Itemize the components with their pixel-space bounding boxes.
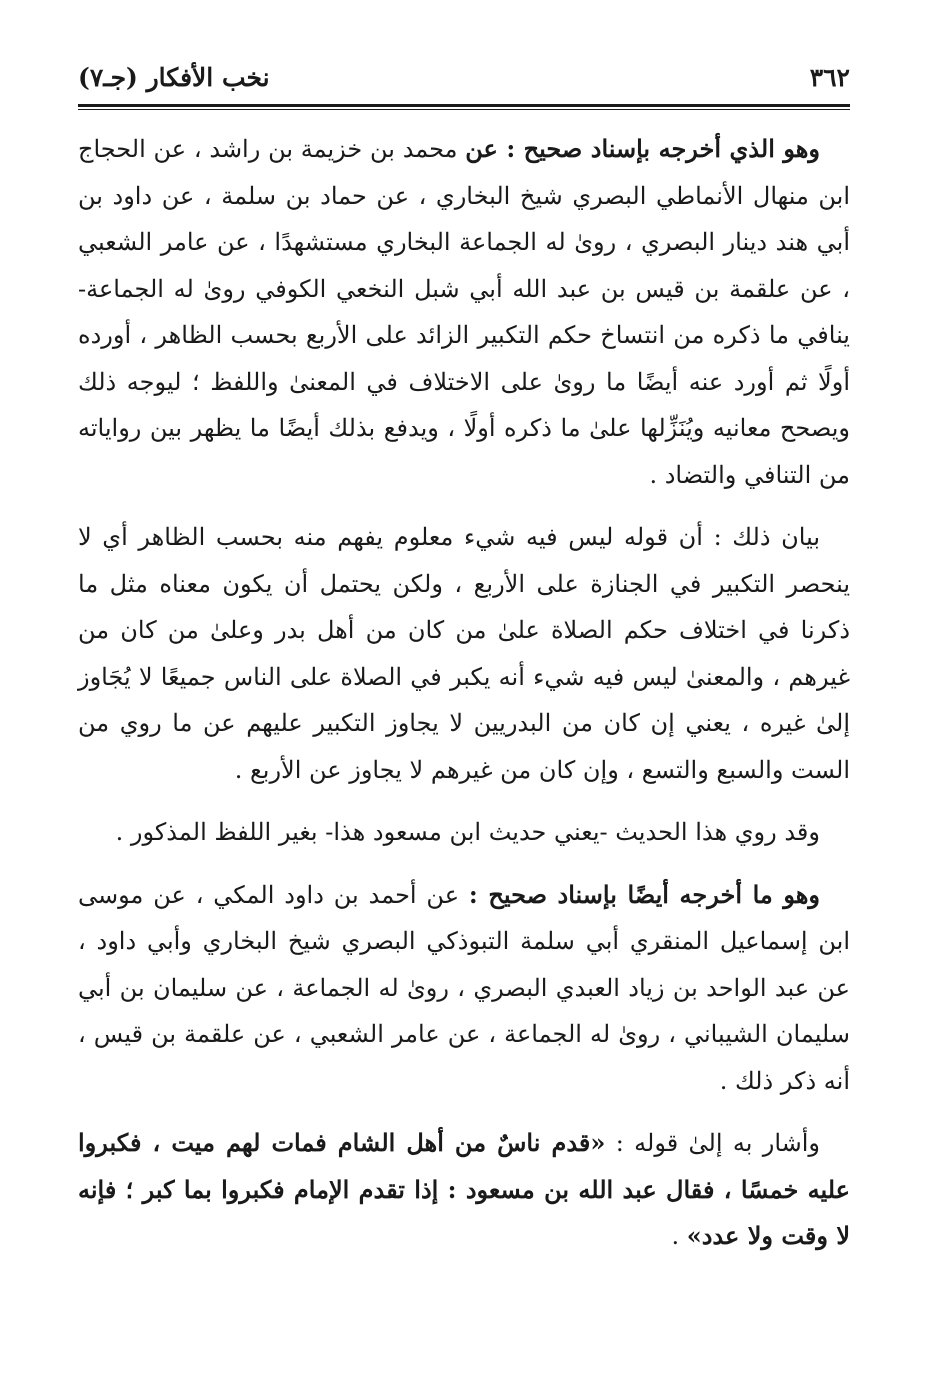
paragraph-5-tail: . <box>671 1222 687 1250</box>
page-number: ٣٦٢ <box>809 63 850 92</box>
paragraph-4-text: عن أحمد بن داود المكي ، عن موسى ابن إسماعيل المنقري أبي سلمة التبوذكي البصري شيخ البخاري وأبي داود ، عن عبد الواحد بن زياد العبدي البصري ، روىٰ له الجماعة ، عن سليمان بن أبي سليمان الشيباني ، روىٰ له الجماعة ، عن عامر الشعبي ، عن علقمة بن قيس ، أنه ذكر ذلك . <box>78 880 850 1095</box>
book-page <box>78 58 850 1358</box>
header-rule-thick <box>78 104 850 107</box>
page-body <box>78 126 850 1260</box>
paragraph-3 <box>78 809 850 856</box>
paragraph-5-bold-quote: «قدم ناسٌ من أهل الشام فمات لهم ميت ، فكبروا عليه خمسًا ، فقال عبد الله بن مسعود : إذا تقدم الإمام فكبروا بما كبر ؛ فإنه لا وقت ولا عدد» <box>78 1128 850 1250</box>
paragraph-5 <box>78 1120 850 1260</box>
paragraph-5-text: وأشار به إلىٰ قوله : <box>605 1129 820 1157</box>
header-rule-thin <box>78 109 850 110</box>
paragraph-1 <box>78 126 850 498</box>
paragraph-2 <box>78 514 850 793</box>
page-header <box>78 58 850 98</box>
book-title: نخب الأفكار (جـ٧) <box>78 63 270 92</box>
paragraph-1-text: محمد بن خزيمة بن راشد ، عن الحجاج ابن منهال الأنماطي البصري شيخ البخاري ، عن حماد بن سلمة ، عن داود بن أبي هند دينار البصري ، روىٰ له الجماعة البخاري مستشهدًا ، عن عامر الشعبي ، عن علقمة بن قيس بن عبد الله أبي شبل النخعي الكوفي روىٰ له الجماعة- ينافي ما ذكره من انتساخ حكم التكبير الزائد على الأربع بحسب الظاهر ، أورده أولًا ثم أورد عنه أيضًا ما روىٰ على الاختلاف في المعنىٰ واللفظ ؛ ليوجه ذلك ويصحح معانيه ويُنَزِّلها علىٰ ما ذكره أولًا ، ويدفع بذلك أيضًا ما يظهر بين رواياته من التنافي والتضاد . <box>78 135 851 489</box>
paragraph-4 <box>78 872 850 1105</box>
paragraph-3-text: وقد روي هذا الحديث -يعني حديث ابن مسعود هذا- بغير اللفظ المذكور . <box>115 818 820 846</box>
paragraph-4-bold-lead: وهو ما أخرجه أيضًا بإسناد صحيح : <box>468 879 820 909</box>
paragraph-2-text: بيان ذلك : أن قوله ليس فيه شيء معلوم يفهم منه بحسب الظاهر أي لا ينحصر التكبير في الجنازة على الأربع ، ولكن يحتمل أن يكون معناه مثل ما ذكرنا في اختلاف حكم الصلاة علىٰ من كان من أهل بدر وعلىٰ من كان من غيرهم ، والمعنىٰ ليس فيه شيء أنه يكبر في الصلاة على الناس جميعًا لا يُجَاوز إلىٰ غيره ، يعني إن كان من البدريين لا يجاوز التكبير عليهم عن ما روي من الست والسبع والتسع ، وإن كان من غيرهم لا يجاوز عن الأربع . <box>78 523 850 784</box>
paragraph-1-bold-lead: وهو الذي أخرجه بإسناد صحيح : عن <box>465 134 820 163</box>
